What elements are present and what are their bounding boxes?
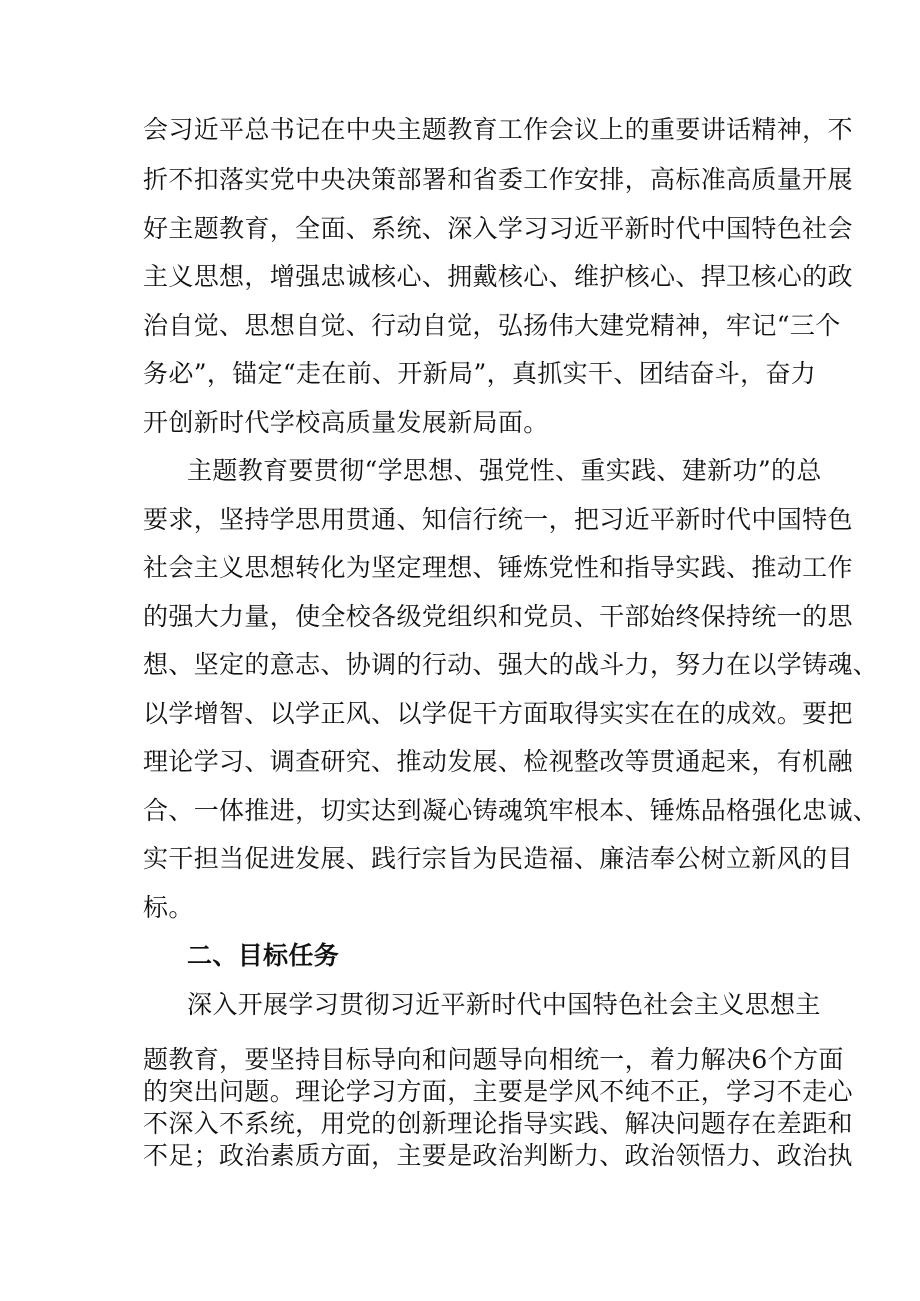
paragraph-2-line-8: 合、一体推进，切实达到凝心铸魂筑牢根本、锤炼品格强化忠诚、 — [143, 796, 879, 825]
paragraph-2-line-7: 理论学习、调查研究、推动发展、检视整改等贯通起来，有机融 — [143, 747, 853, 776]
section-heading: 二、目标任务 — [187, 941, 340, 970]
paragraph-2-line-6: 以学增智、以学正风、以学促干方面取得实实在在的成效。要把 — [143, 699, 853, 728]
paragraph-2-line-2: 要求，坚持学思用贯通、知信行统一，把习近平新时代中国特色 — [143, 505, 853, 534]
paragraph-3-line-3: 的突出问题。理论学习方面，主要是学风不纯不正，学习不走心 — [143, 1077, 853, 1106]
paragraph-2-line-9: 实干担当促进发展、践行宗旨为民造福、廉洁奉公树立新风的目 — [143, 844, 853, 873]
paragraph-3-line-4: 不深入不系统，用党的创新理论指导实践、解决问题存在差距和 — [143, 1109, 853, 1138]
paragraph-3-line-1: 深入开展学习贯彻习近平新时代中国特色社会主义思想主 — [187, 990, 821, 1019]
paragraph-1-line-3: 好主题教育，全面、系统、深入学习习近平新时代中国特色社会 — [143, 214, 853, 243]
paragraph-1-line-5: 治自觉、思想自觉、行动自觉，弘扬伟大建党精神，牢记“三个 — [143, 311, 841, 340]
paragraph-2-line-4: 的强大力量，使全校各级党组织和党员、干部始终保持统一的思 — [143, 602, 853, 631]
paragraph-2-line-10: 标。 — [143, 893, 194, 922]
paragraph-1-line-4: 主义思想，增强忠诚核心、拥戴核心、维护核心、捍卫核心的政 — [143, 262, 853, 291]
paragraph-1-line-2: 折不扣落实党中央决策部署和省委工作安排，高标准高质量开展 — [143, 165, 853, 194]
paragraph-1-line-7: 开创新时代学校高质量发展新局面。 — [143, 408, 549, 437]
paragraph-1-line-6: 务必”，锚定“走在前、开新局”，真抓实干、团结奋斗，奋力 — [143, 359, 817, 388]
paragraph-2-line-1: 主题教育要贯彻“学思想、强党性、重实践、建新功”的总 — [187, 456, 822, 485]
paragraph-2-line-5: 想、坚定的意志、协调的行动、强大的战斗力，努力在以学铸魂、 — [143, 650, 879, 679]
paragraph-2-line-3: 社会主义思想转化为坚定理想、锤炼党性和指导实践、推动工作 — [143, 553, 853, 582]
paragraph-3-line-5: 不足；政治素质方面，主要是政治判断力、政治领悟力、政治执 — [143, 1141, 853, 1170]
paragraph-3-line-2: 题教育，要坚持目标导向和问题导向相统一，着力解决6个方面 — [143, 1045, 844, 1074]
paragraph-1-line-1: 会习近平总书记在中央主题教育工作会议上的重要讲话精神，不 — [143, 115, 853, 144]
